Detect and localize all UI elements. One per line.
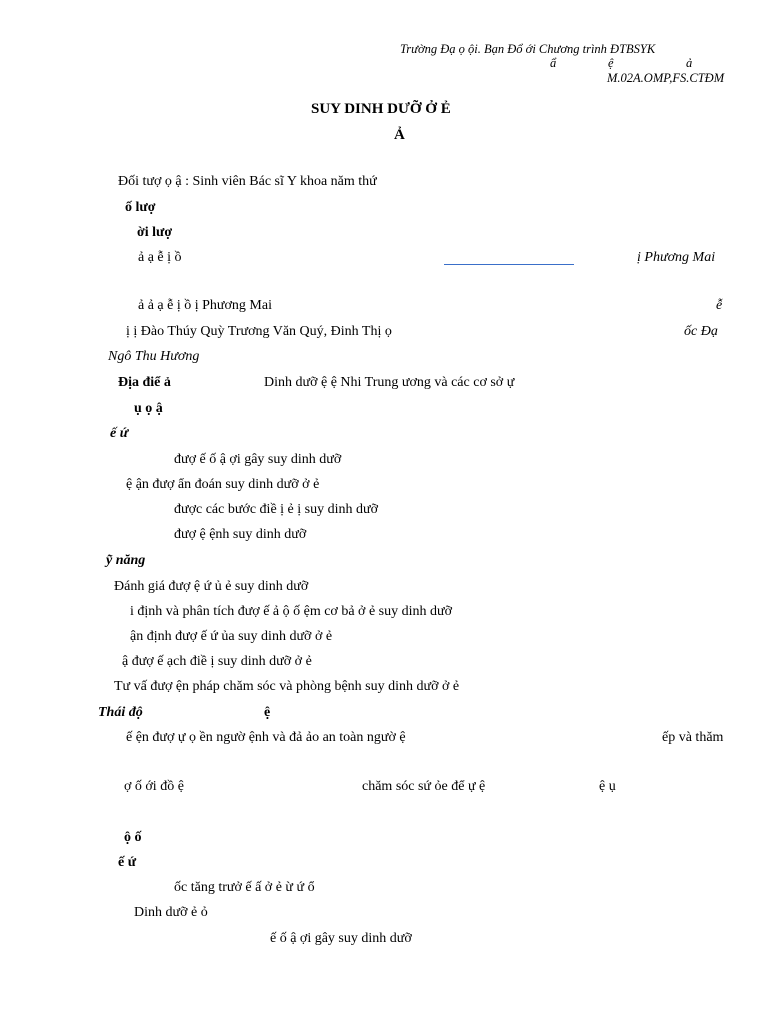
attitude-heading: Thái độ xyxy=(98,705,143,720)
document-title: SUY DINH DƯỠ Ở Ẻ xyxy=(311,101,451,117)
content-item-1: ốc tăng trưở ế ấ ở ẻ ừ ứ ổ xyxy=(174,880,315,895)
header-line-2b: ệ xyxy=(608,56,614,70)
location-value: Dinh dưỡ ệ ệ Nhi Trung ương và các cơ sở ự xyxy=(264,375,515,390)
content-item-2: Dinh dưỡ ẻ ỏ xyxy=(134,905,208,920)
objectives-heading: ụ ọ ậ xyxy=(134,401,163,416)
student-count-label: ố lượ xyxy=(125,200,156,215)
target-audience-line: Đối tượ ọ ậ : Sinh viên Bác sĩ Y khoa năm thứ xyxy=(118,174,377,189)
content-item-3: ế ố ậ ợi gây suy dinh dưỡ xyxy=(270,931,412,946)
content-subheading: ế ứ xyxy=(118,855,137,870)
skills-item-2: i định và phân tích đượ ế ả ộ ố ệm cơ bả ở ẻ suy dinh dưỡ xyxy=(130,604,452,619)
skills-item-1: Đánh giá đượ ệ ứ ủ ẻ suy dinh dưỡ xyxy=(114,579,309,594)
knowledge-heading: ế ứ xyxy=(110,426,129,441)
knowledge-item-2: ệ ận đượ ẩn đoán suy dinh dưỡ ở ẻ xyxy=(126,477,320,492)
attitude-item-2-mid: chăm sóc sứ ỏe để ự ệ xyxy=(362,779,486,794)
header-line-1: Trường Đạ ọ ội. Bạn Đổ ới Chương trình ĐTBSYK xyxy=(400,42,656,56)
attitude-item-2-end: ệ ụ xyxy=(599,779,616,794)
skills-item-5: Tư vấ đượ ện pháp chăm sóc và phòng bệnh suy dinh dưỡ ở ẻ xyxy=(114,679,460,694)
duration-label: ời lượ xyxy=(137,225,173,240)
editors-list-line: ị ị Đào Thúy Quỳ Trương Văn Quý, Đinh Thị ọ xyxy=(126,324,392,339)
attitude-item-2: ợ ố ới đồ ệ xyxy=(124,779,184,794)
compiler-name: ị Phương Mai xyxy=(637,250,716,265)
skills-item-3: ận định đượ ế ứ ủa suy dinh dưỡ ở ẻ xyxy=(130,629,333,644)
location-label: Địa điể ả xyxy=(118,375,171,390)
editor-line-end: ễ xyxy=(716,298,723,313)
attitude-item-1-end: ếp và thăm xyxy=(662,730,724,745)
attitude-heading-end: ệ xyxy=(264,705,271,720)
knowledge-item-4: đượ ệ ệnh suy dinh dưỡ xyxy=(174,527,307,542)
knowledge-item-1: đượ ế ố ậ ợi gây suy dinh dưỡ xyxy=(174,452,342,467)
knowledge-item-3: được các bước điề ị ẻ ị suy dinh dưỡ xyxy=(174,502,378,517)
editor-line: ả ả ạ ễ ị ồ ị Phương Mai xyxy=(138,298,272,313)
header-line-2c: ả xyxy=(686,56,693,70)
link-underline xyxy=(444,264,574,265)
content-heading: ộ ố xyxy=(124,830,142,845)
header-line-2a: ẩ xyxy=(550,56,557,70)
editor-name-line: Ngô Thu Hương xyxy=(108,349,200,364)
skills-item-4: ậ đượ ế ạch điề ị suy dinh dưỡ ở ẻ xyxy=(122,654,312,669)
skills-heading: ỹ năng xyxy=(106,553,146,568)
header-line-3: M.02A.OMP,FS.CTĐM xyxy=(607,71,725,85)
document-title-line-2: Ả xyxy=(394,127,405,143)
attitude-item-1: ế ện đượ ự ọ ền ngườ ệnh và đả ảo an toàn ngườ ệ xyxy=(126,730,406,745)
compiler-line: ả ạ ễ ị ồ xyxy=(138,250,182,265)
editors-list-end: ốc Đạ xyxy=(684,324,718,339)
